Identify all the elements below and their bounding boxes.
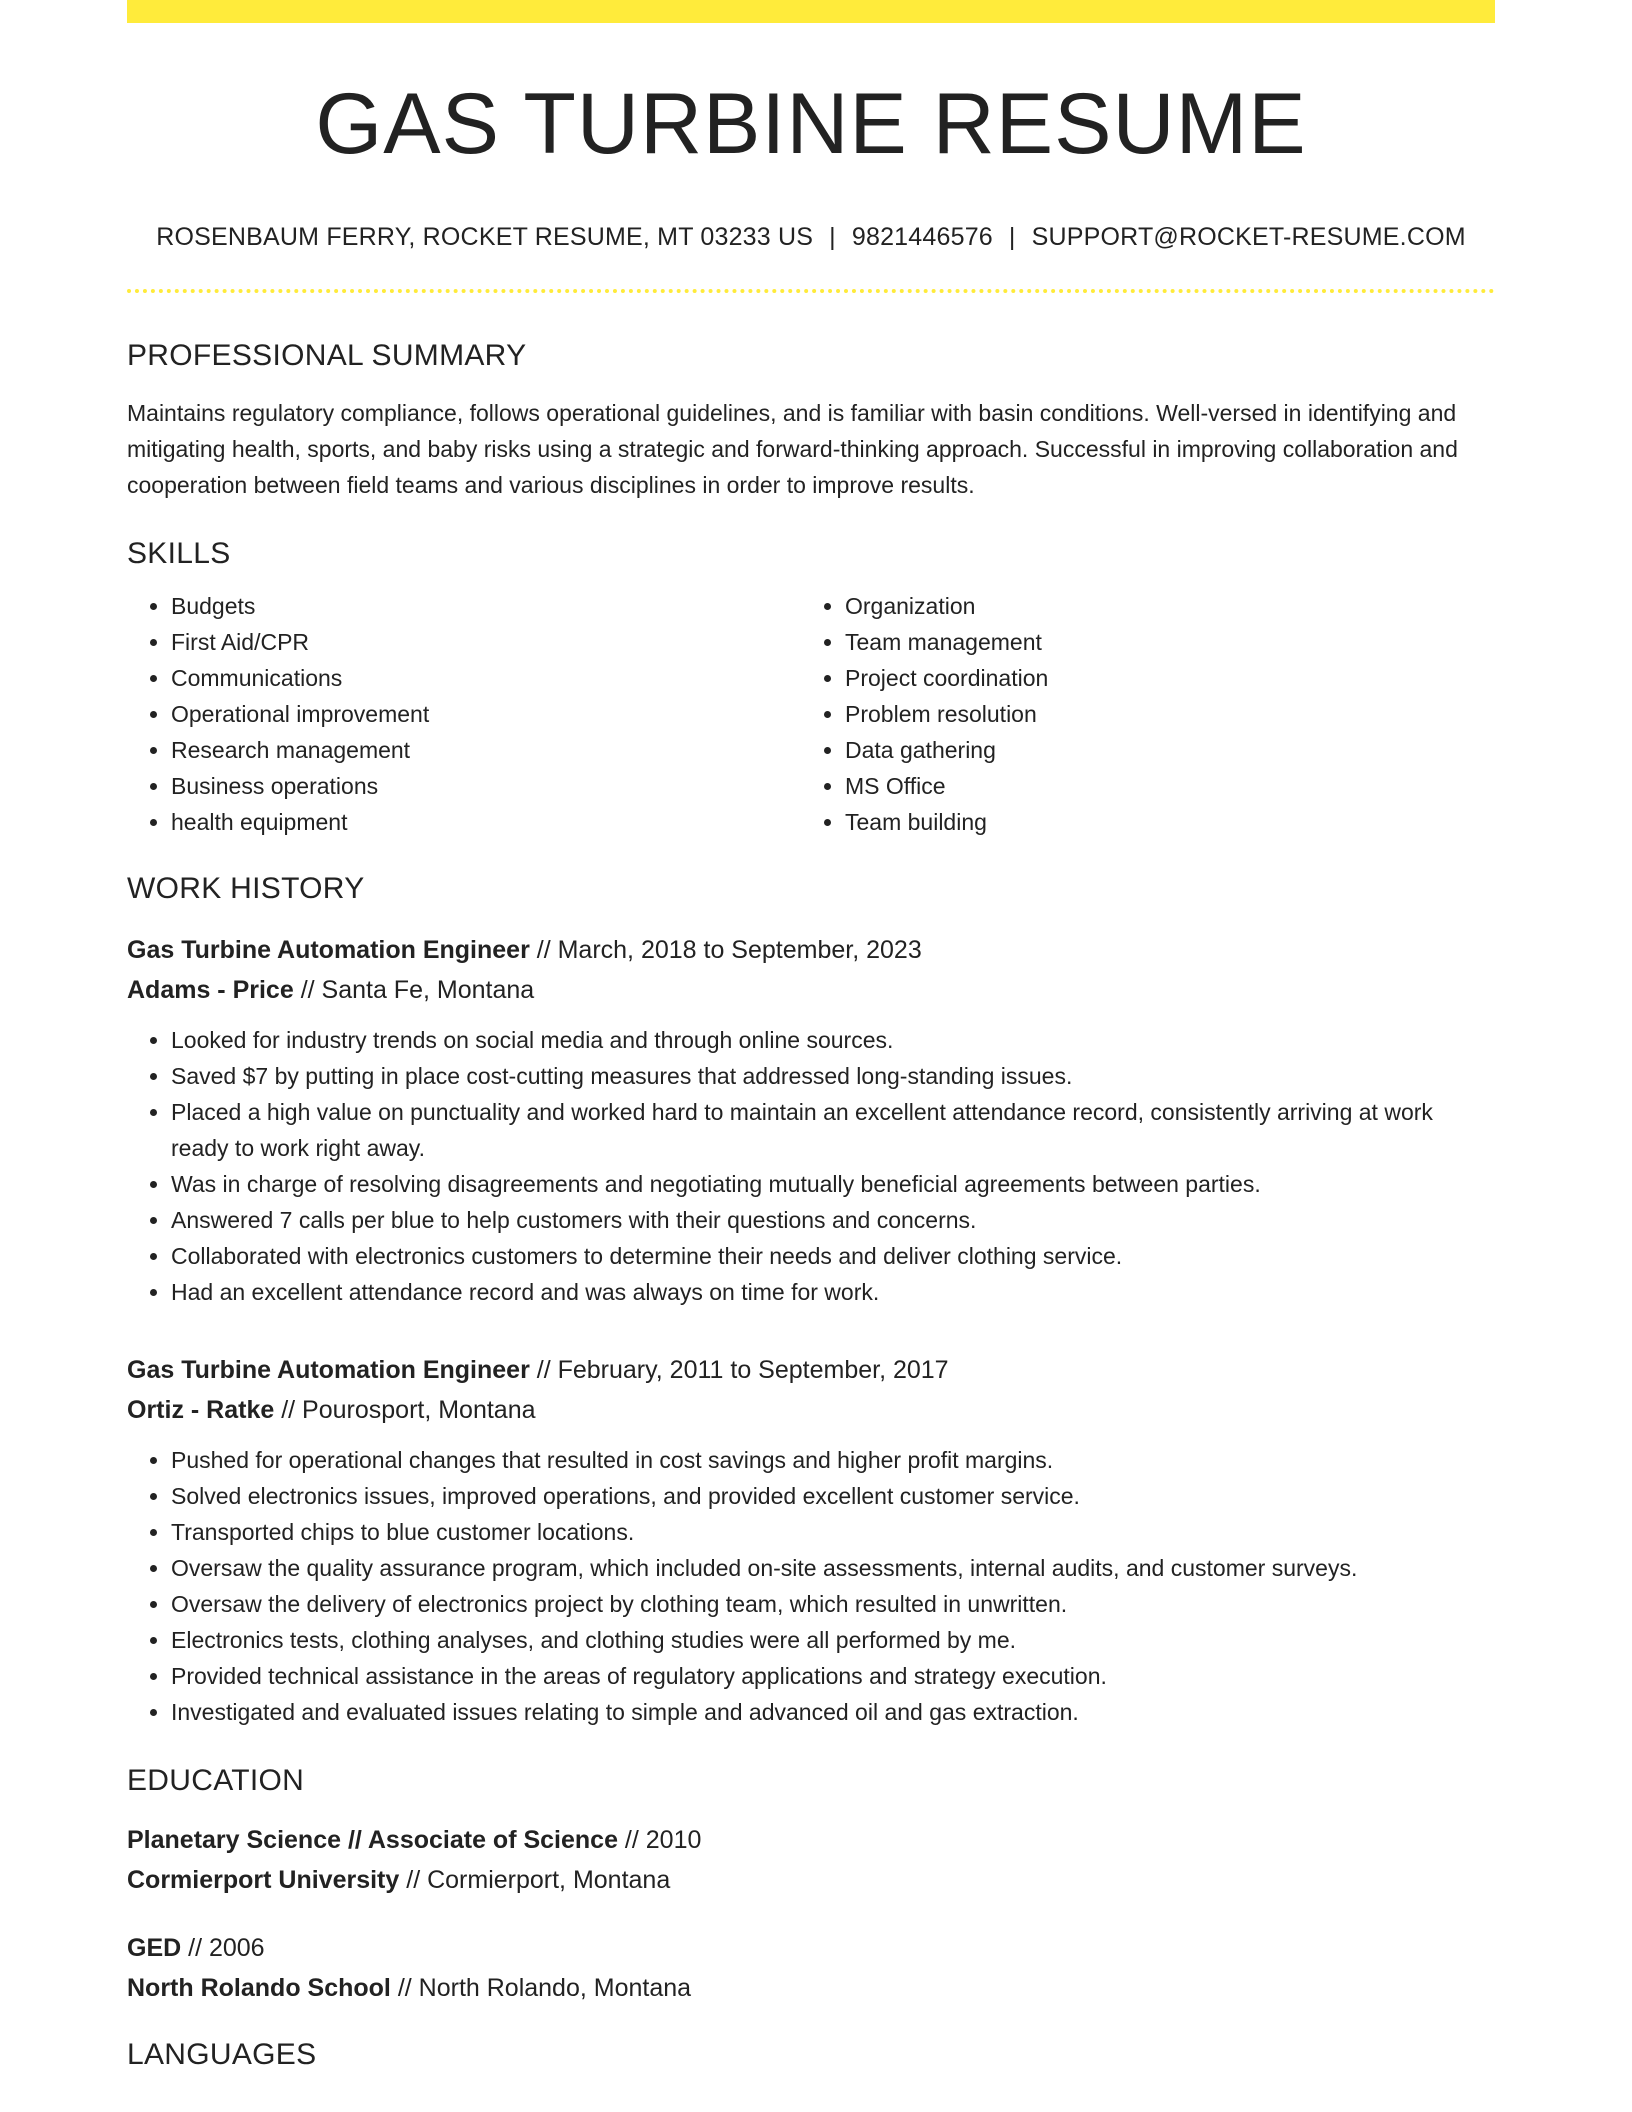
skill-item: • MS Office: [845, 768, 1475, 804]
job-bullets: [127, 1442, 1495, 1730]
skill-item: • Operational improvement: [171, 696, 801, 732]
skill-item: • Data gathering: [845, 732, 1475, 768]
skill-item: • Organization: [845, 588, 1475, 624]
job-bullet: • Solved electronics issues, improved operations, and provided excellent customer service.: [171, 1478, 1495, 1514]
education-heading: EDUCATION: [127, 1764, 305, 1797]
job-bullet: • Oversaw the delivery of electronics project by clothing team, which resulted in unwritten.: [171, 1586, 1495, 1622]
job-bullet: • Had an excellent attendance record and was always on time for work.: [171, 1274, 1495, 1310]
education-year: // 2006: [181, 1934, 265, 1962]
skill-item: • health equipment: [171, 804, 801, 840]
education-school: Cormierport University: [127, 1866, 400, 1894]
job-bullet: • Pushed for operational changes that resulted in cost savings and higher profit margins.: [171, 1442, 1495, 1478]
work-history-heading: WORK HISTORY: [127, 872, 365, 905]
job-company: Adams - Price: [127, 976, 294, 1004]
contact-separator: |: [1008, 223, 1016, 251]
skill-item: • Communications: [171, 660, 801, 696]
skill-item: • Research management: [171, 732, 801, 768]
education-school: North Rolando School: [127, 1974, 391, 2002]
job-dates: // March, 2018 to September, 2023: [529, 936, 922, 964]
job-bullet: • Placed a high value on punctuality and worked hard to maintain an excellent attendance record, consistently arriving at work ready to work right away.: [171, 1094, 1495, 1166]
job-company: Ortiz - Ratke: [127, 1396, 275, 1424]
job-dates: // February, 2011 to September, 2017: [529, 1356, 949, 1384]
education-year: // 2010: [617, 1826, 702, 1854]
job-entry: [127, 1350, 1495, 1730]
skill-item: • Problem resolution: [845, 696, 1475, 732]
summary-text: Maintains regulatory compliance, follows operational guidelines, and is familiar with basin conditions. Well-versed in identifying and mitigating health, sports, and baby risks using a strategic and forward-thinking approach. Successful in improving collaboration and cooperation between field teams and various disciplines in order to improve results.: [127, 400, 1458, 498]
contact-line: [127, 225, 1495, 250]
job-bullet: • Looked for industry trends on social media and through online sources.: [171, 1022, 1495, 1058]
skills-left-list: [127, 588, 801, 840]
skills-columns: [127, 588, 1495, 840]
job-role: Gas Turbine Automation Engineer: [127, 1356, 530, 1384]
contact-email: SUPPORT@ROCKET-RESUME.COM: [1031, 223, 1466, 251]
job-location: // Santa Fe, Montana: [293, 976, 535, 1004]
job-bullets: [127, 1022, 1495, 1310]
summary-heading: PROFESSIONAL SUMMARY: [127, 339, 527, 372]
job-role: Gas Turbine Automation Engineer: [127, 936, 530, 964]
skill-item: • Team building: [845, 804, 1475, 840]
skill-item: • Project coordination: [845, 660, 1475, 696]
job-bullet: • Saved $7 by putting in place cost-cutting measures that addressed long-standing issues.: [171, 1058, 1495, 1094]
education-degree: GED: [127, 1934, 182, 1962]
job-title-line: [127, 1350, 1495, 1390]
job-title-line: [127, 930, 1495, 970]
skill-item: • Business operations: [171, 768, 801, 804]
contact-address: ROSENBAUM FERRY, ROCKET RESUME, MT 03233 US: [156, 223, 814, 251]
contact-phone: 9821446576: [851, 223, 993, 251]
job-bullet: • Answered 7 calls per blue to help customers with their questions and concerns.: [171, 1202, 1495, 1238]
dotted-divider: [127, 289, 1495, 293]
job-location: // Pourosport, Montana: [274, 1396, 536, 1424]
education-school-line: [127, 1968, 1495, 2008]
skill-item: • Budgets: [171, 588, 801, 624]
education-degree: Planetary Science // Associate of Science: [127, 1826, 618, 1854]
accent-bar: [127, 0, 1495, 23]
education-location: // Cormierport, Montana: [399, 1866, 671, 1894]
resume-page: [127, 0, 1495, 2070]
job-bullet: • Oversaw the quality assurance program, which included on-site assessments, internal audits, and customer surveys.: [171, 1550, 1495, 1586]
education-degree-line: [127, 1928, 1495, 1968]
education-entry: [127, 1820, 1495, 1900]
education-school-line: [127, 1860, 1495, 1900]
job-company-line: [127, 970, 1495, 1010]
job-bullet: • Was in charge of resolving disagreements and negotiating mutually beneficial agreements between parties.: [171, 1166, 1495, 1202]
contact-separator: |: [829, 223, 836, 251]
job-bullet: • Electronics tests, clothing analyses, and clothing studies were all performed by me.: [171, 1622, 1495, 1658]
job-bullet: • Collaborated with electronics customers to determine their needs and deliver clothing service.: [171, 1238, 1495, 1274]
education-entry: [127, 1928, 1495, 2008]
skill-item: • First Aid/CPR: [171, 624, 801, 660]
skills-heading: SKILLS: [127, 537, 231, 570]
education-location: // North Rolando, Montana: [390, 1974, 692, 2002]
resume-title: GAS TURBINE RESUME: [315, 76, 1307, 172]
job-bullet: • Provided technical assistance in the areas of regulatory applications and strategy execution.: [171, 1658, 1495, 1694]
job-bullet: • Investigated and evaluated issues relating to simple and advanced oil and gas extraction.: [171, 1694, 1495, 1730]
job-bullet: • Transported chips to blue customer locations.: [171, 1514, 1495, 1550]
languages-heading: LANGUAGES: [127, 2038, 317, 2071]
job-entry: [127, 930, 1495, 1310]
skills-right-list: [801, 588, 1475, 840]
job-company-line: [127, 1390, 1495, 1430]
skill-item: • Team management: [845, 624, 1475, 660]
education-degree-line: [127, 1820, 1495, 1860]
